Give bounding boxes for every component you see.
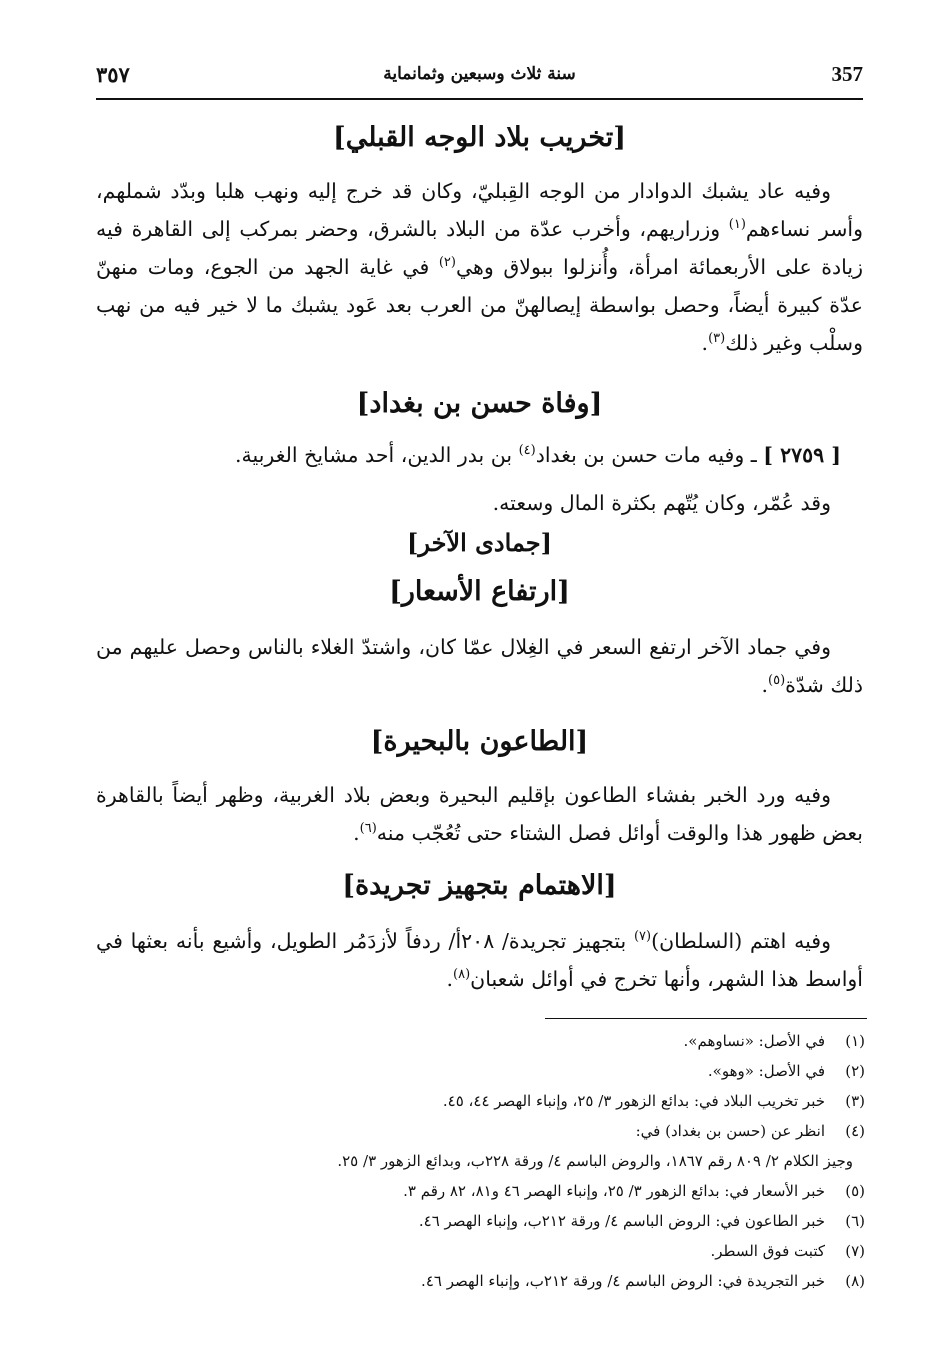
footnote-text: انظر عن (حسن بن بغداد) في: xyxy=(635,1122,825,1140)
footnote-number: (١) xyxy=(845,1032,865,1050)
footnote-number: (٦) xyxy=(845,1212,865,1230)
page-number-latin: 357 xyxy=(831,62,863,86)
paragraph-end: . xyxy=(761,673,768,697)
section-heading-expedition: [الاهتمام بتجهيز تجريدة] xyxy=(342,870,617,901)
running-title: سنة ثلاث وسبعين وثمانماية xyxy=(383,64,576,84)
obituary-line-1 xyxy=(96,436,863,474)
entry-number: [ ٢٧٥٩ ] xyxy=(763,443,841,467)
paragraph-prices xyxy=(96,628,863,704)
footnote-4-continuation: وجيز الكلام ٢/ ٨٠٩ رقم ١٨٦٧، والروض الباسم ٤/ ورقة ٢٢٨ب، وبدائع الزهور ٣/ ٢٥. xyxy=(337,1152,853,1170)
paragraph-text: وزراريهم، وأخرب عدّة من البلاد بالشرق، وحضر بمركب إلى القاهرة فيه زيادة على الأربعمائة امرأة، وأُنزلوا ببولاق وهي xyxy=(96,217,863,279)
header-rule xyxy=(96,98,863,100)
paragraph-text: وفيه عاد يشبك الدوادار من الوجه القِبليّ، وكان قد خرج إليه ونهب هلبا وبدّد شملهم، وأسر نساءهم xyxy=(96,179,863,241)
footnote-text: خبر التجريدة في: الروض الباسم ٤/ ورقة ٢١٢ب، وإنباء الهصر ٤٦. xyxy=(421,1272,825,1290)
paragraph-end: . xyxy=(701,331,709,355)
footnote-3 xyxy=(150,1086,865,1116)
footnote-text: كتبت فوق السطر. xyxy=(710,1242,825,1260)
obituary-line-2: وقد عُمّر، وكان يُتّهم بكثرة المال وسعته. xyxy=(492,491,831,515)
footnote-2 xyxy=(150,1056,865,1086)
running-header xyxy=(96,62,863,96)
footnote-ref[interactable]: (١) xyxy=(728,217,746,233)
footnote-ref[interactable]: (٢) xyxy=(438,255,456,271)
paragraph-plague xyxy=(96,776,863,852)
paragraph-text: وفيه ورد الخبر بفشاء الطاعون بإقليم البحيرة وبعض بلاد الغربية، وظهر أيضاً بالقاهرة بعض ظهور هذا والوقت أوائل فصل الشتاء حتى تُعُجّب منه xyxy=(96,783,863,845)
footnote-number: (٧) xyxy=(845,1242,865,1260)
footnote-text: خبر الأسعار في: بدائع الزهور ٣/ ٢٥، وإنباء الهصر ٤٦ و٨١، ٨٢ رقم ٣. xyxy=(403,1182,825,1200)
obituary-text: ـ وفيه مات حسن بن بغداد xyxy=(535,443,764,467)
footnote-6 xyxy=(150,1206,865,1236)
paragraph-expedition xyxy=(96,922,863,998)
paragraph-end: . xyxy=(353,821,360,845)
footnote-text: خبر الطاعون في: الروض الباسم ٤/ ورقة ٢١٢ب، وإنباء الهصر ٤٦. xyxy=(418,1212,825,1230)
section-heading-destruction: [تخريب بلاد الوجه القبلي] xyxy=(332,122,627,153)
footnote-text: في الأصل: «نساوهم». xyxy=(683,1032,825,1050)
footnote-ref[interactable]: (٥) xyxy=(768,673,786,689)
footnote-number: (٢) xyxy=(845,1062,865,1080)
paragraph-text: في غاية الجهد من الجوع، ومات منهنّ عدّة كبيرة أيضاً، وحصل بواسطة إيصالهنّ من العرب بعد عَود يشبك ما لا خير فيه من نهب وسلْب وغير ذلك xyxy=(96,255,863,355)
section-heading-death: [وفاة حسن بن بغداد] xyxy=(356,388,603,419)
paragraph-text: وفيه اهتم (السلطان) xyxy=(651,929,831,953)
paragraph-end: . xyxy=(446,967,453,991)
section-heading-plague: [الطاعون بالبحيرة] xyxy=(370,726,589,757)
footnote-ref[interactable]: (٤) xyxy=(518,443,536,459)
footnote-text: خبر تخريب البلاد في: بدائع الزهور ٣/ ٢٥، وإنباء الهصر ٤٤، ٤٥. xyxy=(442,1092,825,1110)
footnote-number: (٨) xyxy=(845,1272,865,1290)
month-heading: [جمادى الآخر] xyxy=(407,528,552,557)
footnote-8 xyxy=(150,1266,865,1296)
footnote-number: (٣) xyxy=(845,1092,865,1110)
footnote-ref[interactable]: (٧) xyxy=(633,929,652,945)
section-heading-prices: [ارتفاع الأسعار] xyxy=(389,576,570,607)
paragraph-destruction xyxy=(96,172,863,362)
footnote-number: (٤) xyxy=(845,1122,865,1140)
footnote-7 xyxy=(150,1236,865,1266)
footnote-text: في الأصل: «وهو». xyxy=(707,1062,825,1080)
footnote-ref[interactable]: (٨) xyxy=(453,967,471,983)
page-number-arabic: ٣٥٧ xyxy=(96,62,130,87)
obituary-text: بن بدر الدين، أحد مشايخ الغربية. xyxy=(235,443,519,467)
footnote-ref[interactable]: (٦) xyxy=(359,821,377,837)
footnote-4 xyxy=(150,1116,865,1146)
footnote-rule xyxy=(545,1018,867,1019)
footnote-ref[interactable]: (٣) xyxy=(708,331,726,347)
paragraph-text: وفي جماد الآخر ارتفع السعر في الغِلال عمّا كان، واشتدّ الغلاء بالناس وحصل عليهم من ذلك شدّة xyxy=(96,635,863,697)
footnote-1 xyxy=(150,1026,865,1056)
footnote-5 xyxy=(150,1176,865,1206)
footnotes xyxy=(150,1026,865,1296)
footnote-number: (٥) xyxy=(845,1182,865,1200)
paragraph-text: بتجهيز تجريدة/ ٢٠٨أ/ ردفاً لأزدَمُر الطويل، وأشيع بأنه بعثها في أواسط هذا الشهر، وأنها تخرج في أوائل شعبان xyxy=(96,929,863,991)
